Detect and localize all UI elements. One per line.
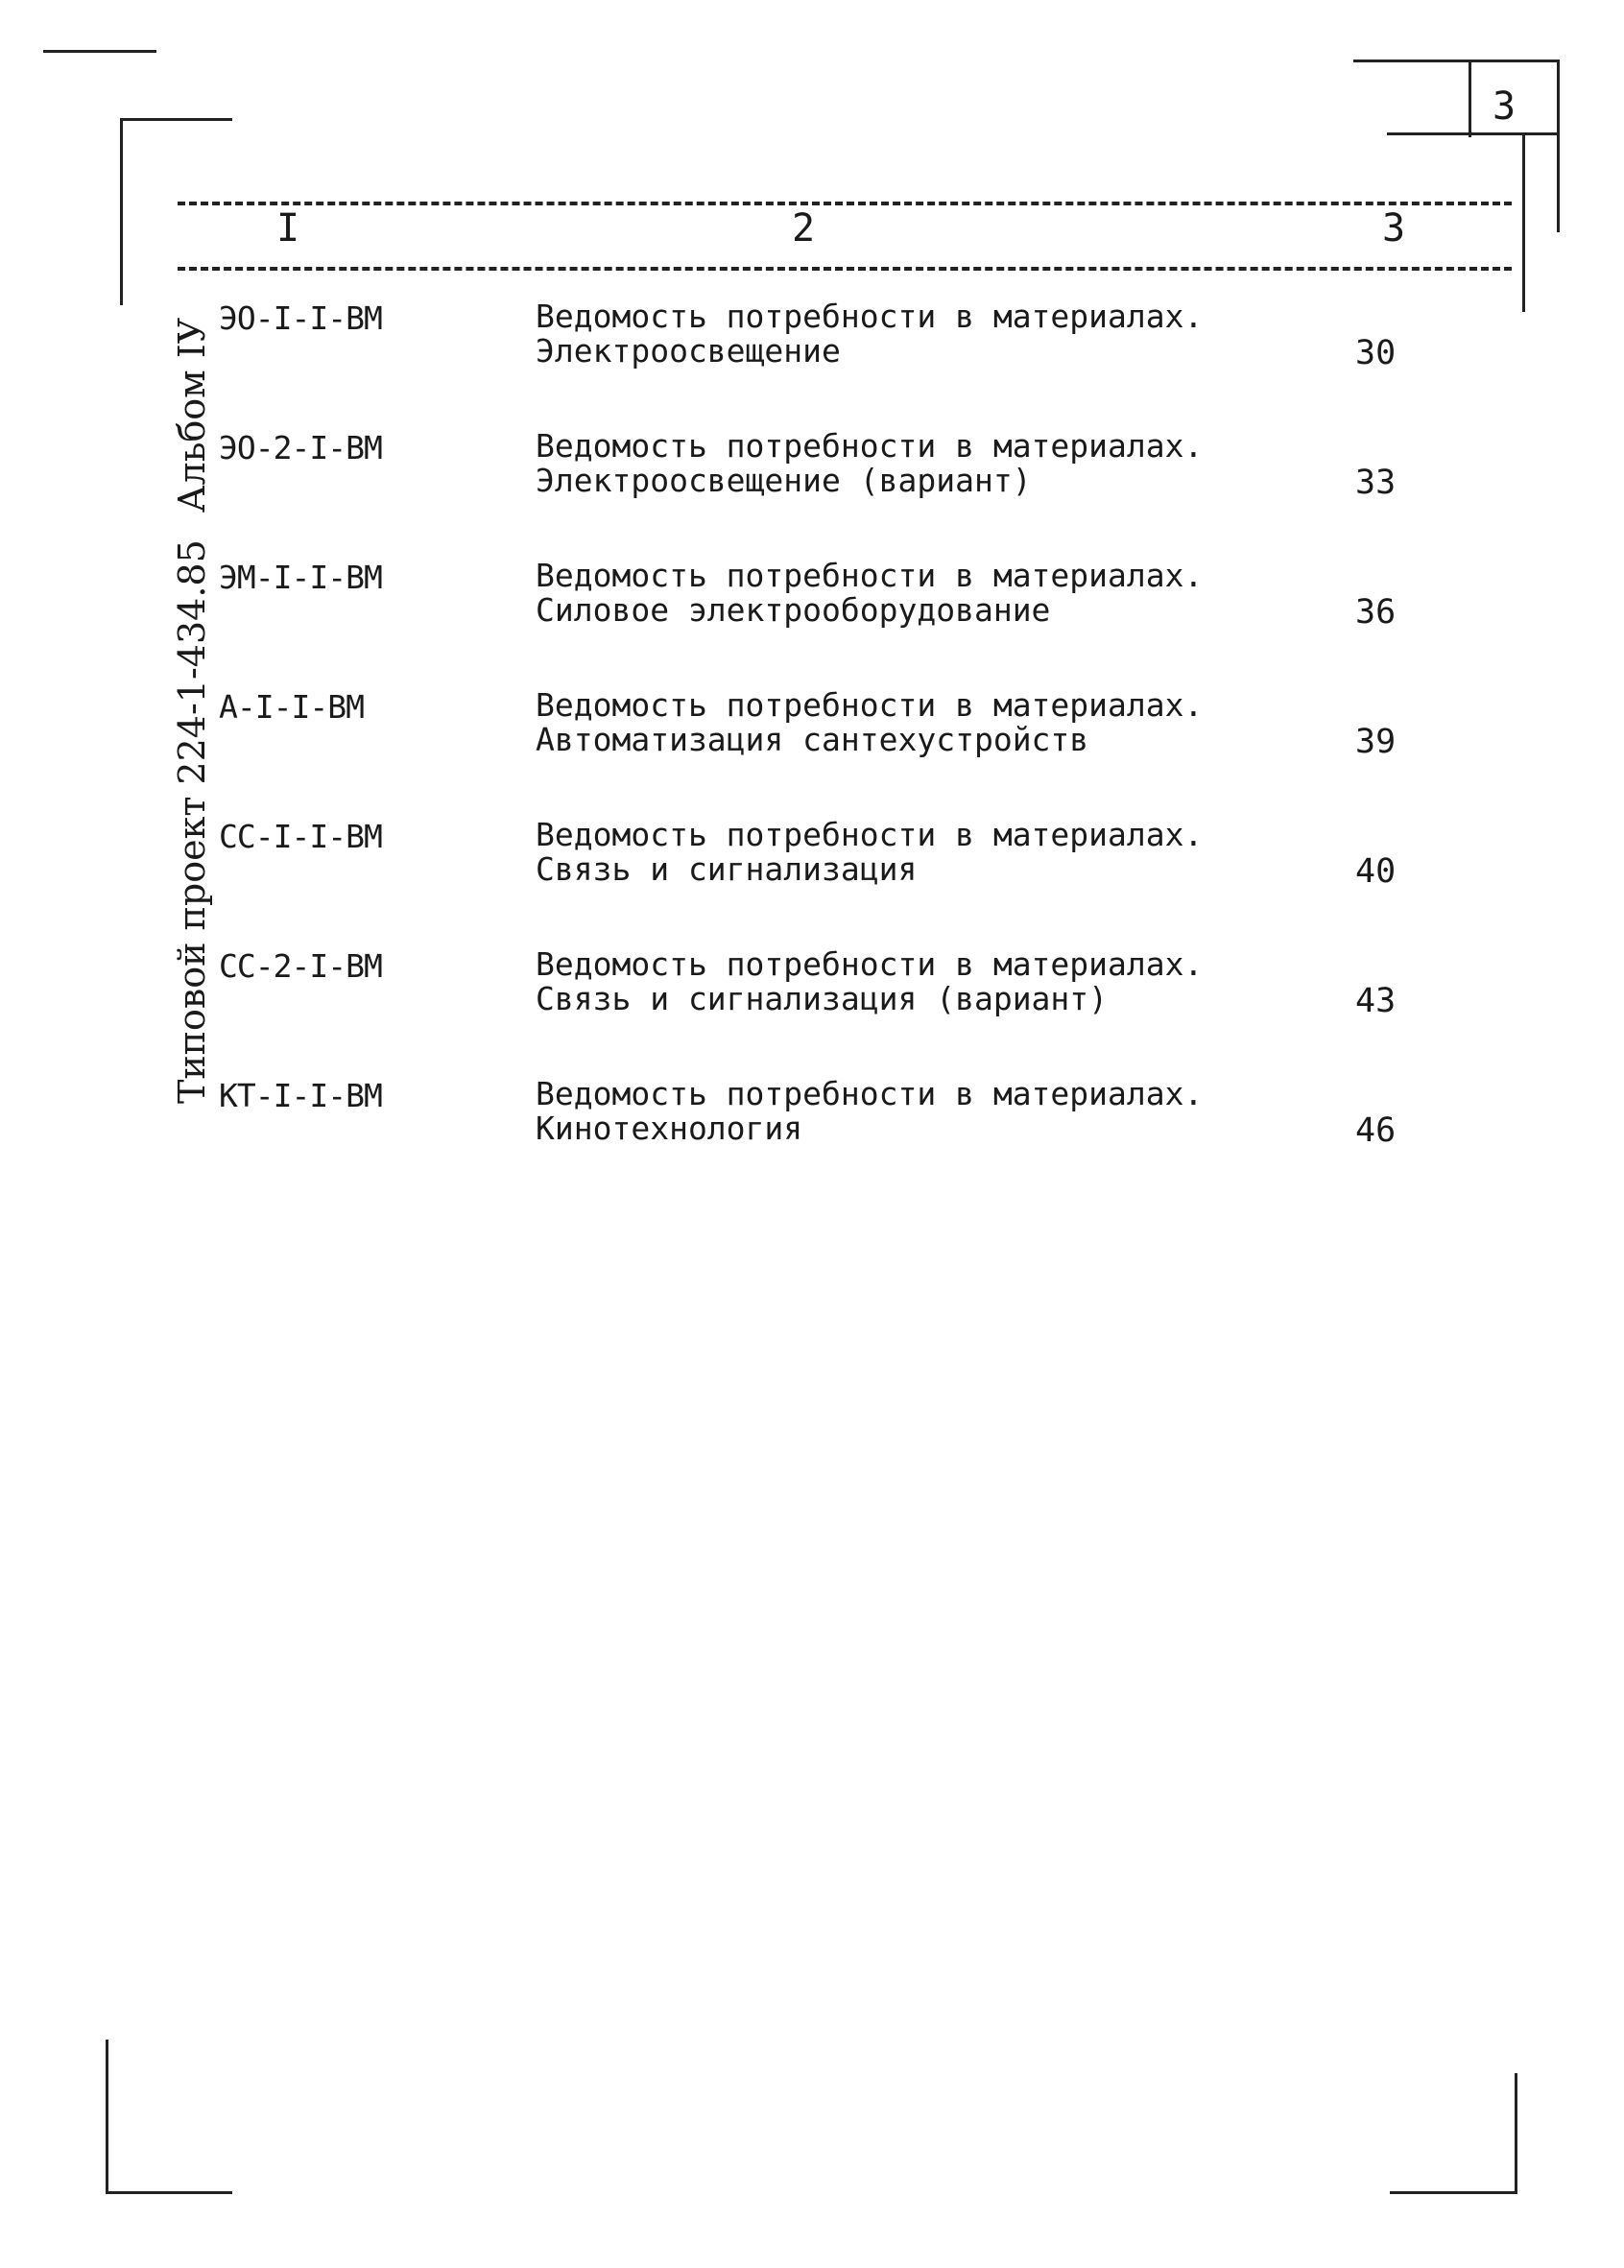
frame-top-left-h: [120, 118, 232, 121]
frame-bottom-right-h: [1390, 2191, 1517, 2194]
table-row: [0, 559, 1624, 683]
doc-description: Ведомость потребности в материалах. Кинотехнология: [536, 1075, 1204, 1147]
album-title: Альбом IУ: [171, 317, 213, 513]
project-title: Типовой проект 224-1-434.85: [171, 539, 213, 1104]
page-ref: 33: [1355, 464, 1397, 502]
page-ref: 40: [1355, 852, 1397, 891]
doc-code: ЭО-2-I-ВМ: [219, 429, 382, 466]
doc-code: СС-2-I-ВМ: [219, 947, 382, 985]
page-ref: 36: [1355, 593, 1397, 632]
table-row: [0, 429, 1624, 554]
doc-code: ЭО-I-I-ВМ: [219, 299, 382, 337]
header-dashed-rule-bottom: [178, 267, 1512, 271]
page-ref: 30: [1355, 334, 1397, 372]
doc-code: ЭМ-I-I-ВМ: [219, 559, 382, 596]
page-ref: 39: [1355, 723, 1397, 761]
top-left-rule: [43, 50, 156, 53]
header-dashed-rule-top: [178, 202, 1512, 205]
doc-code: СС-I-I-ВМ: [219, 818, 382, 855]
table-row: [0, 688, 1624, 813]
doc-description: Ведомость потребности в материалах. Электроосвещение (вариант): [536, 427, 1204, 499]
doc-description: Ведомость потребности в материалах. Связь и сигнализация (вариант): [536, 945, 1204, 1017]
page-number: 3: [1493, 84, 1517, 129]
table-row: [0, 299, 1624, 424]
column-header-2: 2: [792, 206, 816, 251]
doc-code: КТ-I-I-ВМ: [219, 1077, 382, 1114]
doc-description: Ведомость потребности в материалах. Связь и сигнализация: [536, 816, 1204, 888]
frame-bottom-right-v: [1515, 2073, 1517, 2193]
doc-description: Ведомость потребности в материалах. Силовое электрооборудование: [536, 557, 1204, 629]
frame-top-left-v: [120, 118, 123, 305]
doc-description: Ведомость потребности в материалах. Автоматизация сантехустройств: [536, 686, 1204, 758]
table-row: [0, 947, 1624, 1072]
doc-description: Ведомость потребности в материалах. Электроосвещение: [536, 298, 1204, 370]
page-ref: 43: [1355, 982, 1397, 1020]
column-header-1: I: [276, 206, 300, 251]
frame-right-v: [1522, 134, 1525, 312]
table-row: [0, 818, 1624, 943]
page-ref: 46: [1355, 1111, 1397, 1150]
doc-code: А-I-I-ВМ: [219, 688, 364, 726]
column-header-3: 3: [1382, 206, 1406, 251]
frame-bottom-left-v: [106, 2040, 108, 2193]
table-row: [0, 1077, 1624, 1202]
frame-bottom-left-h: [106, 2191, 232, 2194]
